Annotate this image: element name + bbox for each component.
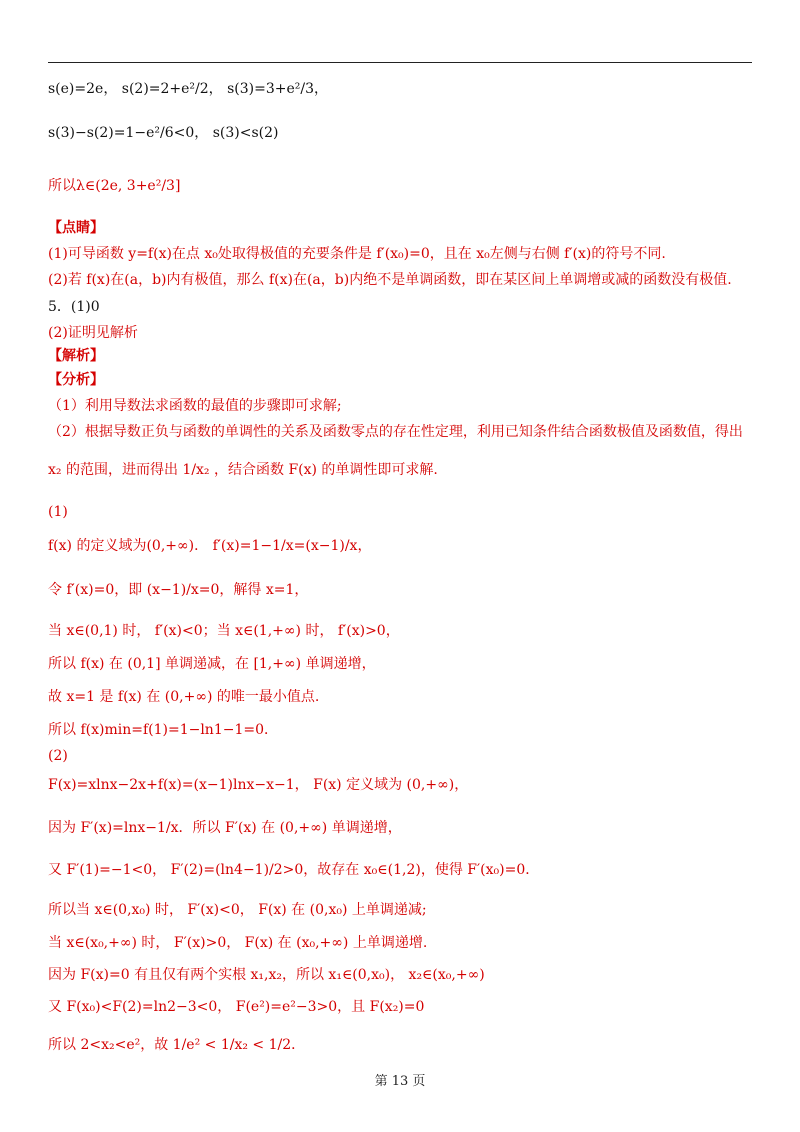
text-line: 又 F(x₀)<F(2)=ln2−3<0， F(e²)=e²−3>0，且 F(x₂)=0 bbox=[48, 999, 425, 1015]
text-line: x₂ 的范围，进而得出 1/x₂ ，结合函数 F(x) 的单调性即可求解. bbox=[48, 462, 438, 478]
text-line: 因为 F′(x)=lnx−1/x．所以 F′(x) 在 (0,+∞) 单调递增， bbox=[48, 820, 402, 836]
text-line: 当 x∈(0,1) 时， f′(x)<0；当 x∈(1,+∞) 时， f′(x)>0， bbox=[48, 623, 400, 639]
text-line: 所以当 x∈(0,x₀) 时， F′(x)<0， F(x) 在 (0,x₀) 上单调递减; bbox=[48, 902, 427, 918]
text-line: (1)可导函数 y=f(x)在点 x₀处取得极值的充要条件是 f′(x₀)=0，且在 x₀左侧与右侧 f′(x)的符号不同. bbox=[48, 246, 666, 262]
text-line: F(x)=xlnx−2x+f(x)=(x−1)lnx−x−1， F(x) 定义域为 (0,+∞)， bbox=[48, 777, 469, 793]
page-number: 第 13 页 bbox=[374, 1074, 426, 1089]
text-line: 故 x=1 是 f(x) 在 (0,+∞) 的唯一最小值点. bbox=[48, 689, 320, 705]
text-line: 又 F′(1)=−1<0， F′(2)=(ln4−1)/2>0，故存在 x₀∈(1,2)，使得 F′(x₀)=0． bbox=[48, 862, 540, 878]
text-line: (2)若 f(x)在(a，b)内有极值，那么 f(x)在(a，b)内绝不是单调函数，即在某区间上单调增或减的函数没有极值. bbox=[48, 272, 732, 288]
text-line: 所以 2<x₂<e²，故 1/e² < 1/x₂ < 1/2． bbox=[48, 1037, 306, 1053]
text-line: s(e)=2e， s(2)=2+e²/2， s(3)=3+e²/3， bbox=[48, 81, 329, 97]
part-label: (2) bbox=[48, 748, 68, 764]
part-label: (1) bbox=[48, 504, 68, 520]
section-heading: 【分析】 bbox=[48, 372, 104, 388]
header-rule bbox=[48, 62, 752, 63]
section-heading: 【解析】 bbox=[48, 348, 104, 364]
text-line: f(x) 的定义域为(0,+∞)． f′(x)=1−1/x=(x−1)/x， bbox=[48, 538, 372, 554]
question-number: 5．(1)0 bbox=[48, 299, 100, 315]
text-line: s(3)−s(2)=1−e²/6<0， s(3)<s(2) bbox=[48, 125, 279, 141]
text-line: 所以λ∈(2e, 3+e²/3] bbox=[48, 178, 181, 194]
text-line: 当 x∈(x₀,+∞) 时， F′(x)>0， F(x) 在 (x₀,+∞) 上单调递增. bbox=[48, 935, 428, 951]
text-line: (2)证明见解析 bbox=[48, 325, 138, 341]
text-line: 所以 f(x) 在 (0,1] 单调递减，在 [1,+∞) 单调递增， bbox=[48, 656, 376, 672]
text-line: 令 f′(x)=0，即 (x−1)/x=0，解得 x=1， bbox=[48, 582, 309, 598]
section-heading: 【点睛】 bbox=[48, 220, 104, 236]
text-line: 所以 f(x)min=f(1)=1−ln1−1=0． bbox=[48, 722, 279, 738]
text-line: （1）利用导数法求函数的最值的步骤即可求解; bbox=[48, 398, 342, 414]
text-line: （2）根据导数正负与函数的单调性的关系及函数零点的存在性定理，利用已知条件结合函数极值及函数值，得出 bbox=[48, 424, 743, 440]
text-line: 因为 F(x)=0 有且仅有两个实根 x₁,x₂，所以 x₁∈(0,x₀)， x₂∈(x₀,+∞) bbox=[48, 967, 485, 983]
